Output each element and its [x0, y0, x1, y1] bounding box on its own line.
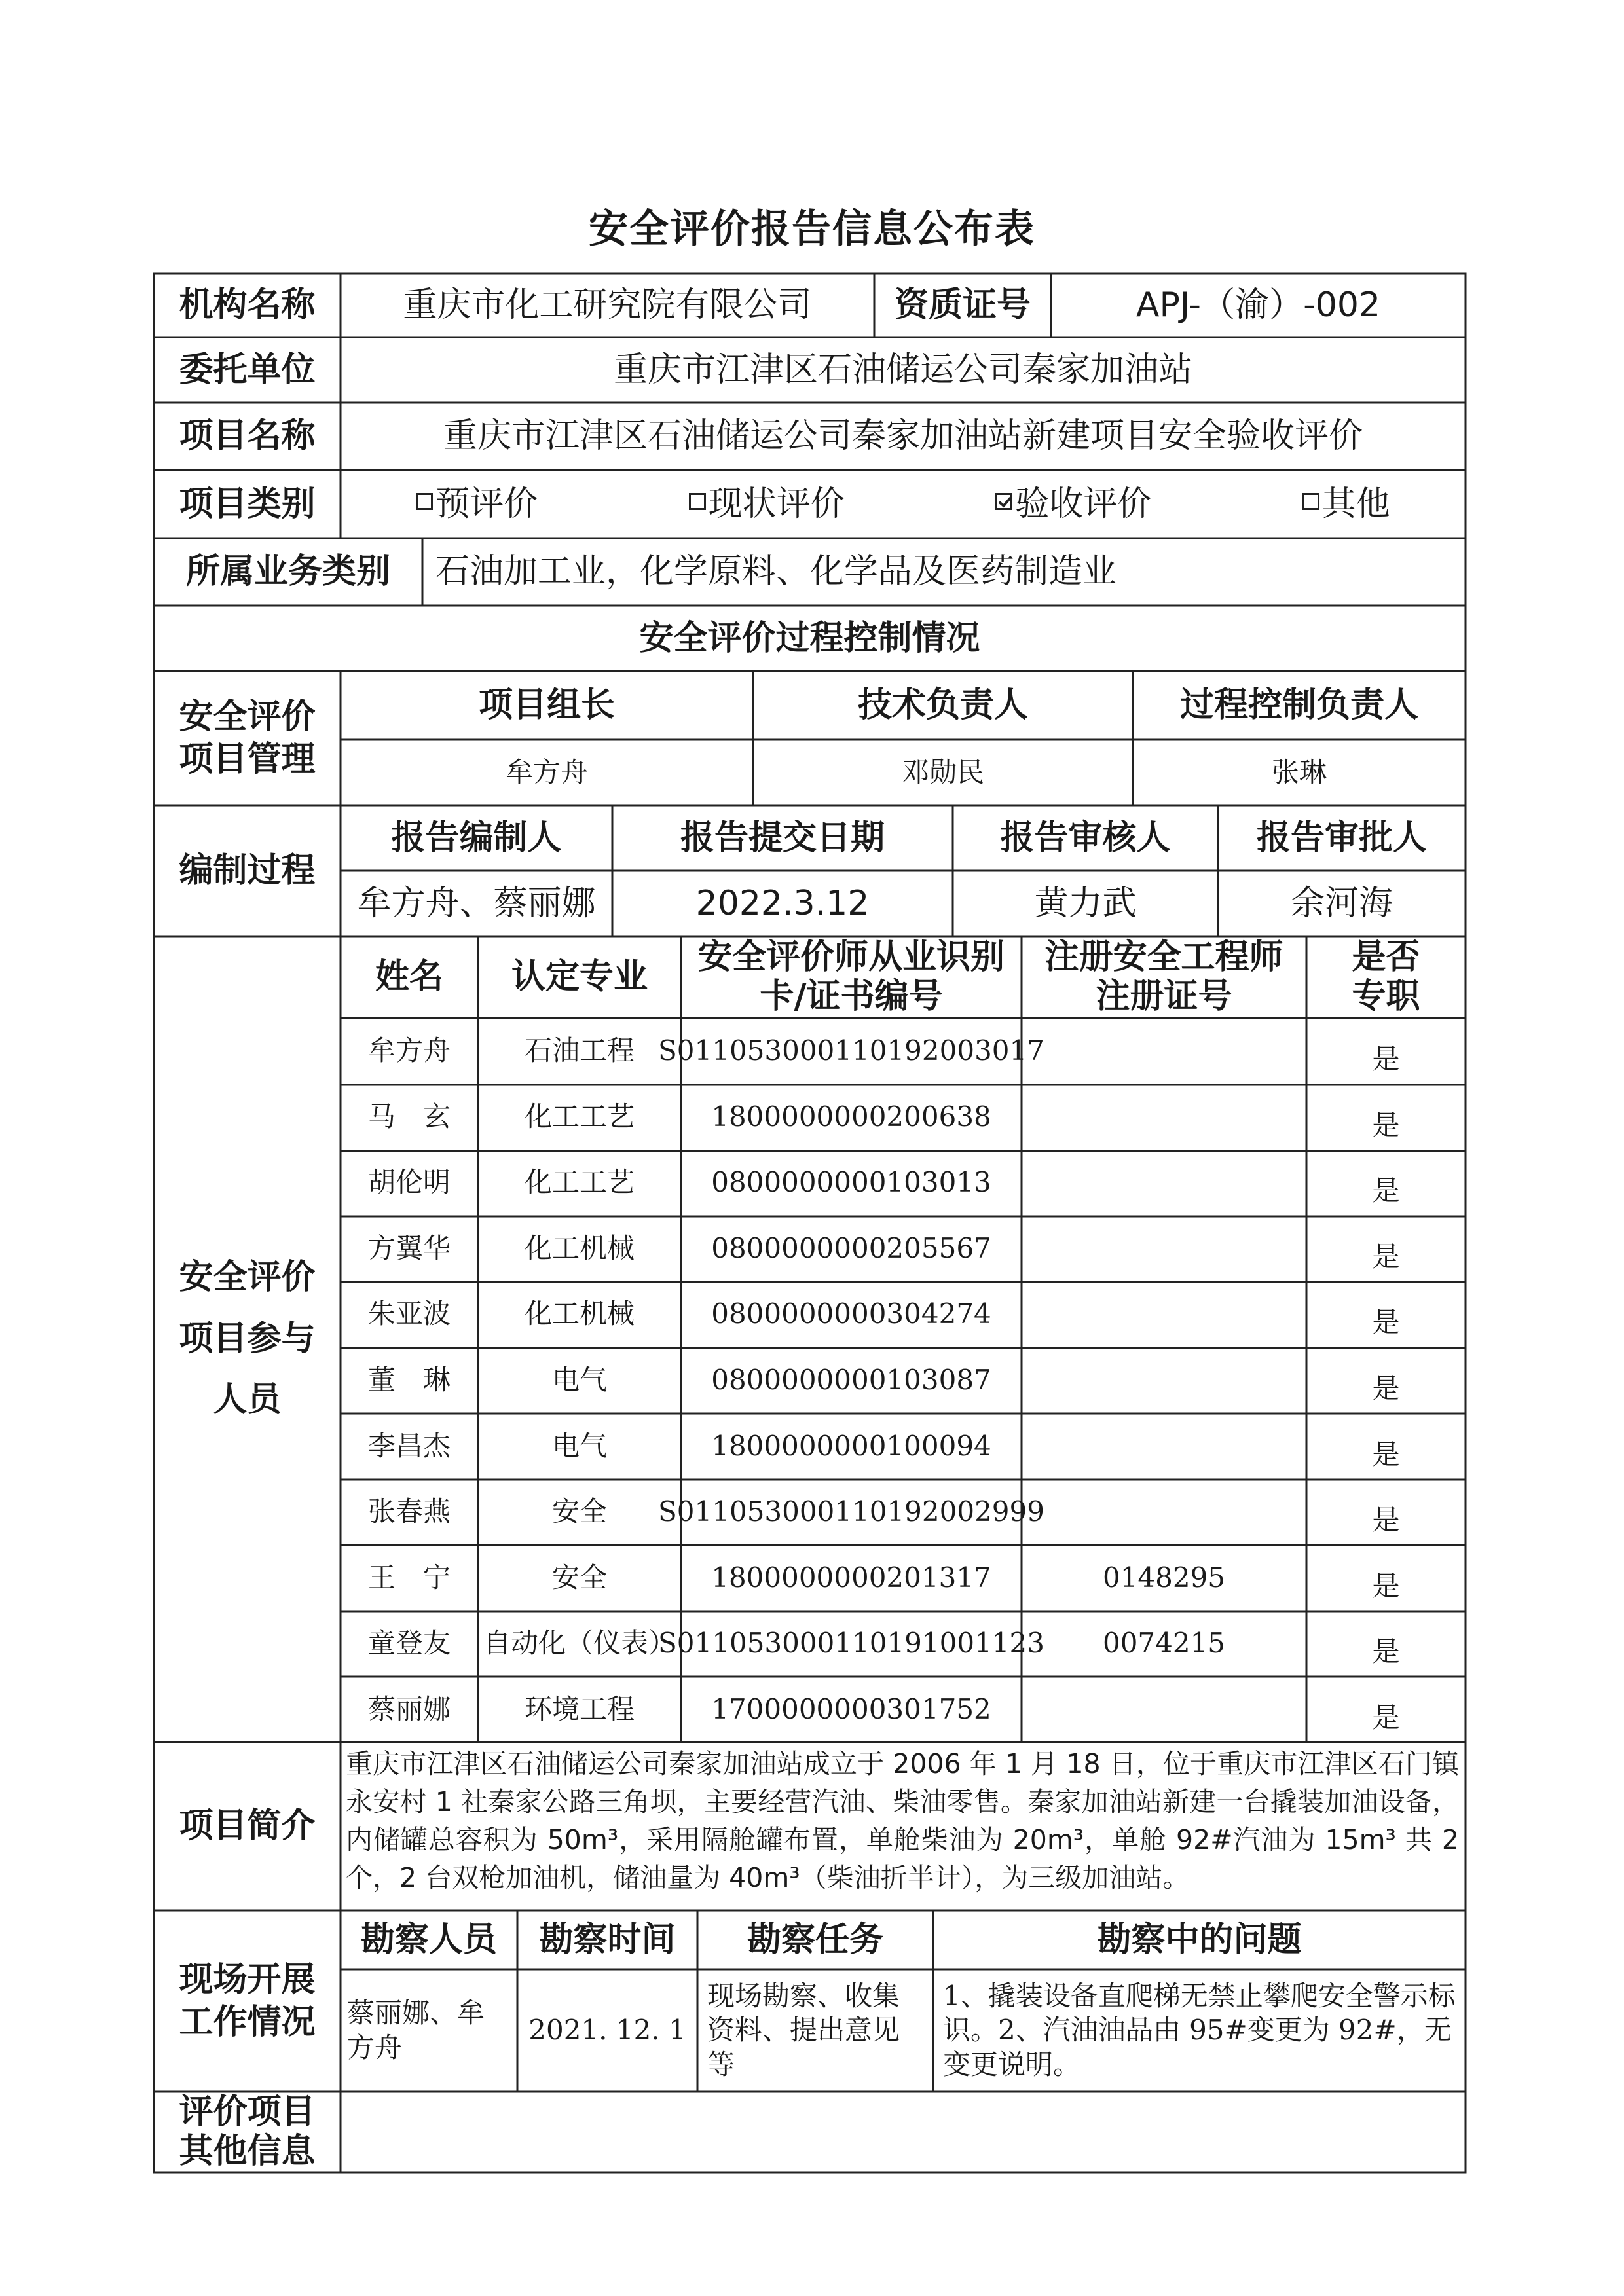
participants-header-major: 认定专业: [511, 957, 648, 996]
intro-text: 重庆市江津区石油储运公司秦家加油站成立于 2006 年 1 月 18 日，位于重庆市江津区石门镇永安村 1 社秦家公路三角坝，主要经营汽油、柴油零售。秦家加油站新建一台撬装加油设备，内储罐总容积为 50m³，采用隔舱罐布置，单舱柴油为 20m³，单舱 92#汽油为 15m³ 共 2 个，2 台双枪加油机，储油量为 40m³（柴油折半计），为三级加油站。: [346, 1748, 1459, 1893]
participant-fulltime: 是: [1372, 1174, 1400, 1207]
participant-fulltime: 是: [1372, 1372, 1400, 1404]
site-issues: 1、撬装设备直爬梯无禁止攀爬安全警示标识。2、汽油油品由 95#变更为 92#，无变更说明。: [943, 1979, 1456, 2081]
other-label: 评价项目其他信息: [179, 2092, 316, 2171]
participant-registered-number: 0148295: [1102, 1561, 1226, 1594]
option-pre-evaluation: [416, 483, 538, 526]
management-leader: 牟方舟: [505, 756, 588, 788]
participant-name: 胡伦明: [367, 1166, 451, 1199]
participants-header-card: 安全评价师从业识别卡/证书编号: [697, 937, 1005, 1016]
checkbox-other: [1302, 493, 1320, 510]
participant-card-number: 0800000000205567: [711, 1232, 991, 1265]
business-value: 石油加工业，化学原料、化学品及医药制造业: [435, 552, 1117, 591]
participant-registered-number: [1022, 1677, 1306, 1743]
participant-card-number: 1700000000301752: [711, 1693, 991, 1726]
management-technical: 邓勋民: [901, 756, 984, 788]
participant-major: 安全: [551, 1495, 607, 1528]
compile-header-reviewer: 报告审核人: [1000, 818, 1171, 858]
participants-header-fulltime: 是否专职: [1352, 937, 1420, 1016]
site-header-issues: 勘察中的问题: [1097, 1920, 1302, 1959]
participants-header-registered: 注册安全工程师注册证号: [1044, 937, 1283, 1016]
site-task: 现场勘察、收集资料、提出意见等: [707, 1979, 900, 2081]
participant-registered-number: [1022, 1018, 1306, 1084]
participant-card-number: 1800000000100094: [711, 1430, 991, 1463]
participant-fulltime: 是: [1372, 1438, 1400, 1470]
site-people: 蔡丽娜、牟方舟: [347, 1997, 485, 2064]
business-label: 所属业务类别: [185, 552, 390, 591]
intro-label: 项目简介: [179, 1806, 316, 1846]
participant-card-number: 0800000000103013: [711, 1166, 991, 1199]
participant-name: 张春燕: [367, 1495, 451, 1528]
participant-fulltime: 是: [1372, 1240, 1400, 1273]
option-acceptance-evaluation: [995, 483, 1151, 526]
management-header-leader: 项目组长: [478, 685, 615, 725]
checkbox-acceptance-evaluation: [995, 493, 1012, 510]
participant-name: 牟方舟: [367, 1034, 451, 1067]
site-label: 现场开展工作情况: [179, 1959, 316, 2042]
participant-card-number: S011053000110192003017: [658, 1034, 1044, 1067]
participant-registered-number: [1022, 1216, 1306, 1282]
participant-registered-number: [1022, 1150, 1306, 1216]
option-label: 其他: [1321, 484, 1390, 524]
cert-value: APJ-（渝）-002: [1135, 285, 1381, 325]
participant-registered-number: 0074215: [1102, 1627, 1226, 1660]
participant-major: 电气: [551, 1430, 607, 1463]
option-status-evaluation: [689, 483, 845, 526]
participant-major: 电气: [551, 1364, 607, 1396]
participant-card-number: 0800000000103087: [711, 1364, 991, 1396]
participant-name: 方翼华: [367, 1232, 451, 1265]
participant-registered-number: [1022, 1413, 1306, 1480]
compile-reviewer: 黄力武: [1034, 883, 1137, 923]
participant-major: 自动化（仪表）: [483, 1627, 676, 1660]
participant-name: 王 宁: [367, 1561, 451, 1594]
process-title: 安全评价过程控制情况: [639, 618, 980, 658]
management-header-process: 过程控制负责人: [1179, 685, 1418, 725]
checkbox-status-evaluation: [689, 493, 706, 510]
participant-fulltime: 是: [1372, 1635, 1400, 1667]
page-title: 安全评价报告信息公布表: [589, 206, 1035, 252]
participant-fulltime: 是: [1372, 1042, 1400, 1075]
org-value: 重庆市化工研究院有限公司: [403, 285, 812, 325]
participant-card-number: S011053000110191001123: [658, 1627, 1044, 1660]
checkbox-pre-evaluation: [416, 493, 433, 510]
participant-fulltime: 是: [1372, 1569, 1400, 1602]
project-type-options: [341, 470, 1466, 538]
participant-major: 化工工艺: [524, 1101, 635, 1133]
management-process: 张琳: [1271, 756, 1327, 788]
compile-header-date: 报告提交日期: [680, 818, 885, 858]
participant-name: 李昌杰: [367, 1430, 451, 1463]
participant-name: 董 琳: [367, 1364, 451, 1396]
management-label: 安全评价项目管理: [179, 697, 316, 779]
participant-fulltime: 是: [1372, 1108, 1400, 1141]
site-header-people: 勘察人员: [360, 1920, 497, 1959]
site-time: 2021. 12. 1: [528, 2014, 686, 2047]
participants-header-name: 姓名: [375, 957, 443, 996]
participant-name: 马 玄: [367, 1101, 451, 1133]
participant-name: 蔡丽娜: [367, 1693, 451, 1726]
management-header-technical: 技术负责人: [857, 685, 1028, 725]
participant-registered-number: [1022, 1084, 1306, 1150]
client-value: 重庆市江津区石油储运公司秦家加油站: [613, 350, 1192, 390]
participant-major: 石油工程: [524, 1034, 635, 1067]
option-label: 预评价: [435, 484, 538, 524]
participant-registered-number: [1022, 1479, 1306, 1545]
compile-date: 2022.3.12: [695, 883, 870, 923]
project-name-value: 重庆市江津区石油储运公司秦家加油站新建项目安全验收评价: [443, 416, 1363, 456]
participant-major: 化工机械: [524, 1298, 635, 1330]
participant-major: 化工工艺: [524, 1166, 635, 1199]
participant-card-number: 0800000000304274: [711, 1298, 991, 1330]
participant-major: 安全: [551, 1561, 607, 1594]
compile-header-approver: 报告审批人: [1256, 818, 1427, 858]
project-type-label: 项目类别: [179, 484, 316, 524]
compile-label: 编制过程: [179, 850, 316, 890]
client-label: 委托单位: [179, 350, 316, 390]
project-name-label: 项目名称: [179, 416, 316, 456]
option-label: 验收评价: [1015, 484, 1152, 524]
participant-fulltime: 是: [1372, 1305, 1400, 1338]
org-label: 机构名称: [179, 285, 316, 325]
participant-card-number: 1800000000201317: [711, 1561, 991, 1594]
site-header-time: 勘察时间: [539, 1920, 676, 1959]
participant-registered-number: [1022, 1347, 1306, 1413]
participant-fulltime: 是: [1372, 1701, 1400, 1734]
compile-approver: 余河海: [1290, 883, 1393, 923]
other-value: [341, 2092, 1466, 2172]
participant-major: 化工机械: [524, 1232, 635, 1265]
site-header-task: 勘察任务: [747, 1920, 883, 1959]
participant-card-number: 1800000000200638: [711, 1101, 991, 1133]
participant-card-number: S011053000110192002999: [658, 1495, 1044, 1528]
participant-name: 童登友: [367, 1627, 451, 1660]
cert-label: 资质证号: [894, 285, 1031, 325]
compile-header-author: 报告编制人: [391, 818, 562, 858]
participant-major: 环境工程: [524, 1693, 635, 1726]
compile-author: 牟方舟、蔡丽娜: [357, 883, 596, 923]
participants-label: 安全评价项目参与人员: [179, 1258, 316, 1420]
participant-registered-number: [1022, 1281, 1306, 1347]
option-other: [1302, 483, 1390, 526]
option-label: 现状评价: [708, 484, 845, 524]
participant-fulltime: 是: [1372, 1503, 1400, 1536]
participant-name: 朱亚波: [367, 1298, 451, 1330]
